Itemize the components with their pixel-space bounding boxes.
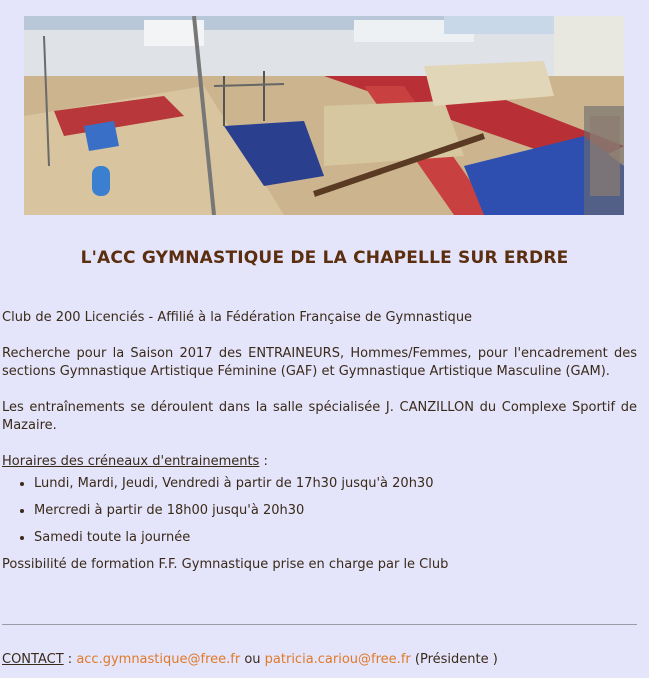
training-note: Possibilité de formation F.F. Gymnastique prise en charge par le Club <box>2 557 449 572</box>
article-body <box>2 309 637 574</box>
contact-line <box>2 651 498 669</box>
contact-label: CONTACT <box>2 652 64 667</box>
contact-separator: : <box>63 652 77 667</box>
schedule-heading-colon: : <box>259 454 268 469</box>
schedule-heading: Horaires des créneaux d'entrainements <box>2 454 260 469</box>
divider <box>2 624 637 625</box>
contact-or: ou <box>240 652 265 667</box>
contact-role: (Présidente ) <box>410 652 498 667</box>
schedule-heading-line <box>2 453 637 471</box>
list-item: • Lundi, Mardi, Jeudi, Vendredi à partir de 17h30 jusqu'à 20h30 <box>34 475 637 493</box>
recruitment-text: Recherche pour la Saison 2017 des ENTRAINEURS, Hommes/Femmes, pour l'encadrement des sections Gymnastique Artistique Féminine (GAF) et Gymnastique Artistique Masculine (GAM). <box>2 346 637 379</box>
club-description: Club de 200 Licenciés - Affilié à la Fédération Française de Gymnastique <box>2 310 473 325</box>
venue-text: Les entraînements se déroulent dans la salle spécialisée J. CANZILLON du Complexe Sportif de Mazaire. <box>2 400 637 433</box>
email-link-president[interactable]: patricia.cariou@free.fr <box>264 652 411 667</box>
gym-hall-photo <box>24 16 624 215</box>
schedule-list <box>2 475 637 547</box>
page-title: L'ACC GYMNASTIQUE DE LA CHAPELLE SUR ERDRE <box>80 248 569 268</box>
email-link-club[interactable]: acc.gymnastique@free.fr <box>76 652 241 667</box>
list-item: • Mercredi à partir de 18h00 jusqu'à 20h30 <box>34 502 637 520</box>
list-item: • Samedi toute la journée <box>34 529 637 547</box>
